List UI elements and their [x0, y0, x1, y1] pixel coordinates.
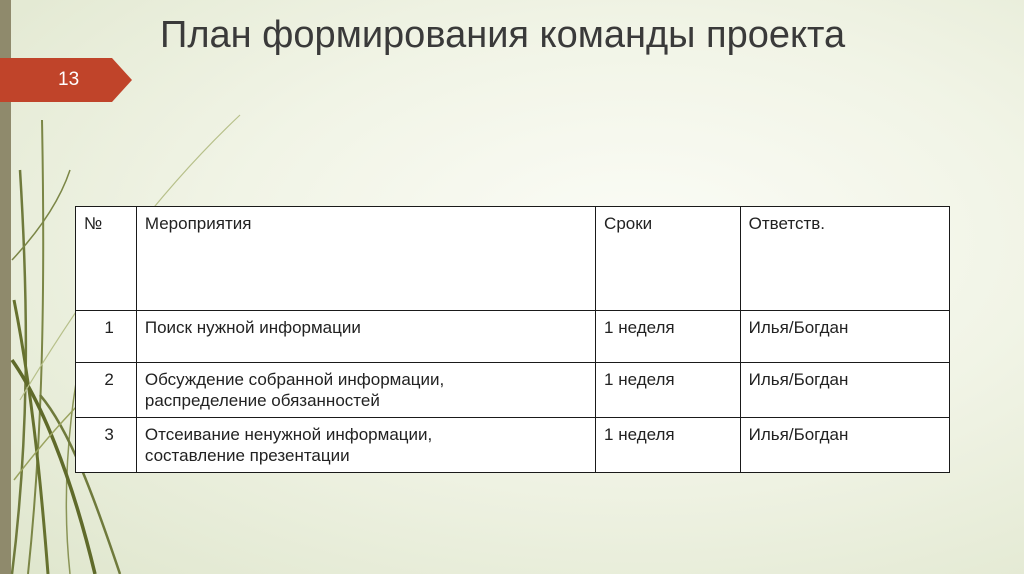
row-responsible: Илья/Богдан	[740, 418, 949, 473]
row-activity-line: Обсуждение собранной информации,	[144, 370, 445, 389]
table-row	[76, 311, 950, 363]
row-number: 3	[76, 418, 137, 473]
header-terms: Сроки	[596, 207, 741, 311]
row-activity	[136, 418, 595, 473]
row-activity-line: составление презентации	[144, 446, 350, 465]
row-activity	[136, 311, 595, 363]
row-number: 1	[76, 311, 137, 363]
table-header-row	[76, 207, 950, 311]
slide-title: План формирования команды проекта	[160, 14, 846, 56]
plan-table	[75, 206, 950, 473]
row-number: 2	[76, 363, 137, 418]
row-activity-line: Отсеивание ненужной информации,	[144, 425, 433, 444]
header-activities: Мероприятия	[136, 207, 595, 311]
row-responsible: Илья/Богдан	[740, 363, 949, 418]
row-activity	[136, 363, 595, 418]
header-number: №	[76, 207, 137, 311]
row-responsible: Илья/Богдан	[740, 311, 949, 363]
row-activity-line: распределение обязанностей	[144, 391, 380, 410]
slide-number-badge	[0, 58, 132, 102]
row-term: 1 неделя	[596, 418, 741, 473]
table-row	[76, 418, 950, 473]
row-activity-line: Поиск нужной информации	[144, 318, 361, 337]
slide-number: 13	[58, 69, 80, 90]
row-term: 1 неделя	[596, 363, 741, 418]
row-term: 1 неделя	[596, 311, 741, 363]
table-row	[76, 363, 950, 418]
header-responsible: Ответств.	[740, 207, 949, 311]
